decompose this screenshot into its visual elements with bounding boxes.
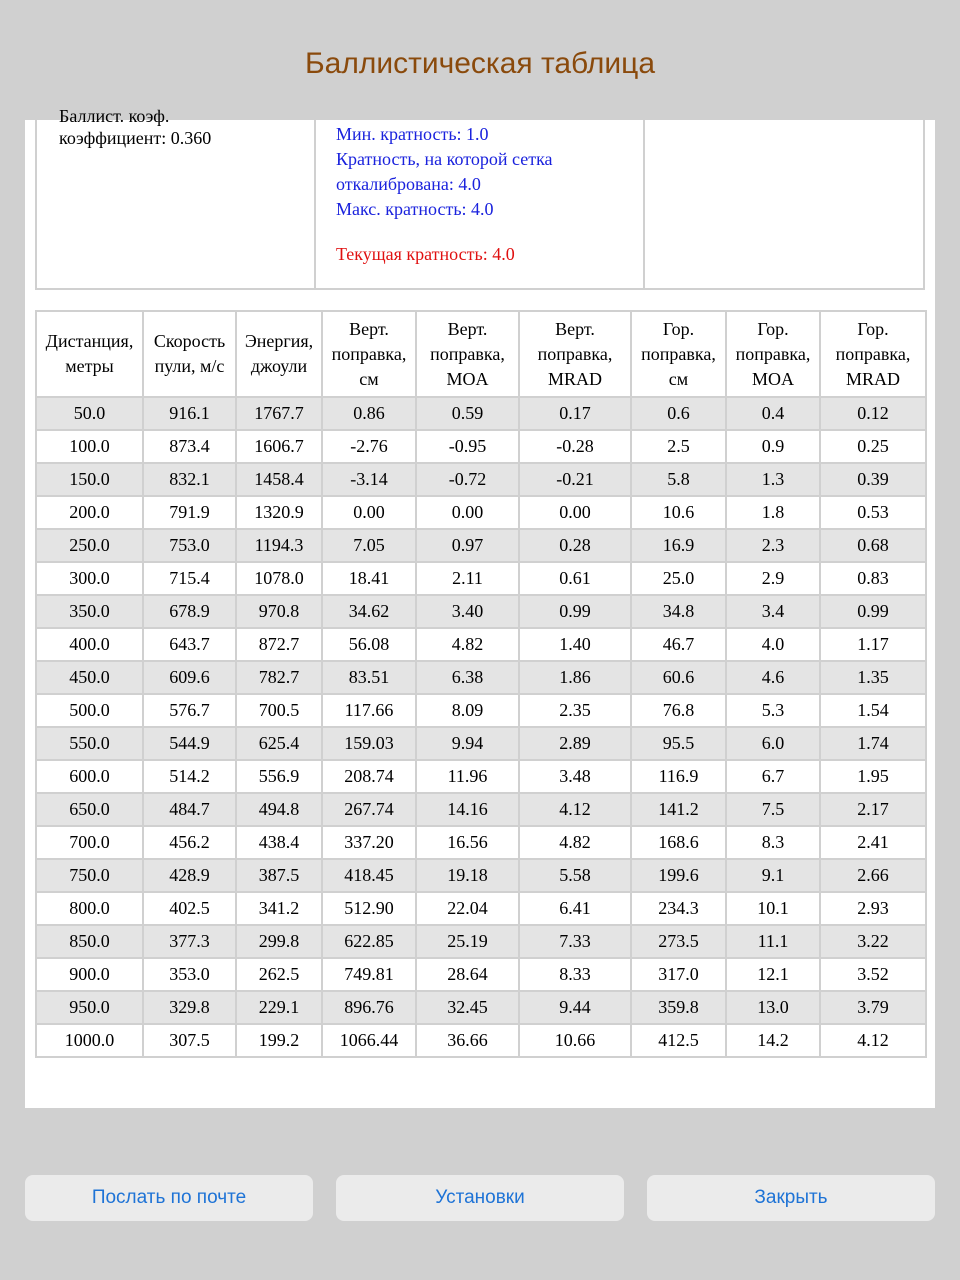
table-cell: 412.5 — [631, 1024, 726, 1057]
table-cell: 10.66 — [519, 1024, 631, 1057]
table-cell: 4.82 — [416, 628, 519, 661]
close-button[interactable]: Закрыть — [647, 1175, 935, 1221]
table-cell: 25.0 — [631, 562, 726, 595]
column-header-line: MOA — [751, 368, 794, 389]
table-cell: 117.66 — [322, 694, 416, 727]
column-header-line: поправка, — [430, 343, 505, 364]
table-cell: 16.56 — [416, 826, 519, 859]
table-cell: 8.09 — [416, 694, 519, 727]
table-cell: 4.82 — [519, 826, 631, 859]
table-cell: 14.2 — [726, 1024, 820, 1057]
table-cell: 3.48 — [519, 760, 631, 793]
table-cell: 6.38 — [416, 661, 519, 694]
column-header — [820, 311, 926, 397]
table-cell: 609.6 — [143, 661, 236, 694]
table-cell: -0.28 — [519, 430, 631, 463]
table-cell: 6.41 — [519, 892, 631, 925]
table-cell: 1066.44 — [322, 1024, 416, 1057]
table-cell: 34.8 — [631, 595, 726, 628]
table-cell: 359.8 — [631, 991, 726, 1024]
table-row — [36, 694, 926, 727]
column-header — [143, 311, 236, 397]
table-row — [36, 661, 926, 694]
table-cell: 10.1 — [726, 892, 820, 925]
table-cell: 1.74 — [820, 727, 926, 760]
column-header-line: поправка, — [331, 343, 407, 364]
table-cell: 353.0 — [143, 958, 236, 991]
table-cell: 791.9 — [143, 496, 236, 529]
table-cell: 9.44 — [519, 991, 631, 1024]
table-cell: 1194.3 — [236, 529, 322, 562]
table-cell: 402.5 — [143, 892, 236, 925]
table-cell: 3.22 — [820, 925, 926, 958]
table-cell: 2.11 — [416, 562, 519, 595]
table-cell: 3.40 — [416, 595, 519, 628]
table-cell: 267.74 — [322, 793, 416, 826]
table-cell: 0.39 — [820, 463, 926, 496]
table-cell: 1.8 — [726, 496, 820, 529]
column-header — [236, 311, 322, 397]
table-cell: 782.7 — [236, 661, 322, 694]
table-cell: 3.52 — [820, 958, 926, 991]
table-row — [36, 760, 926, 793]
max-zoom: Макс. кратность: 4.0 — [336, 199, 494, 219]
table-cell: 10.6 — [631, 496, 726, 529]
table-row — [36, 892, 926, 925]
table-cell: 3.4 — [726, 595, 820, 628]
table-cell: 300.0 — [36, 562, 143, 595]
table-cell: 3.79 — [820, 991, 926, 1024]
column-header — [322, 311, 416, 397]
table-cell: 387.5 — [236, 859, 322, 892]
table-cell: 8.33 — [519, 958, 631, 991]
page-title: Баллистическая таблица — [304, 47, 656, 80]
table-cell: 0.00 — [519, 496, 631, 529]
ballistic-coefficient: коэффициент: 0.360 — [59, 128, 212, 148]
table-cell: 715.4 — [143, 562, 236, 595]
table-cell: 2.3 — [726, 529, 820, 562]
table-cell: 337.20 — [322, 826, 416, 859]
table-row — [36, 793, 926, 826]
table-cell: 4.6 — [726, 661, 820, 694]
table-row — [36, 529, 926, 562]
table-cell: 1767.7 — [236, 397, 322, 430]
table-cell: 484.7 — [143, 793, 236, 826]
table-cell: 25.19 — [416, 925, 519, 958]
info-table — [35, 106, 925, 290]
table-cell: 872.7 — [236, 628, 322, 661]
table-row — [36, 991, 926, 1024]
column-header-line: см — [359, 368, 379, 389]
table-cell: 12.1 — [726, 958, 820, 991]
table-cell: 749.81 — [322, 958, 416, 991]
table-header-row — [36, 311, 926, 397]
table-cell: 600.0 — [36, 760, 143, 793]
table-cell: 643.7 — [143, 628, 236, 661]
table-cell: 199.6 — [631, 859, 726, 892]
table-cell: 83.51 — [322, 661, 416, 694]
table-row — [36, 595, 926, 628]
table-cell: 0.61 — [519, 562, 631, 595]
table-cell: -2.76 — [322, 430, 416, 463]
column-header-line: см — [668, 368, 689, 389]
column-header-line: Энергия, — [244, 331, 314, 351]
table-cell: 19.18 — [416, 859, 519, 892]
table-cell: 11.96 — [416, 760, 519, 793]
current-zoom: Текущая кратность: 4.0 — [336, 244, 515, 264]
table-cell: 11.1 — [726, 925, 820, 958]
table-cell: 9.94 — [416, 727, 519, 760]
table-cell: 56.08 — [322, 628, 416, 661]
send-email-button[interactable]: Послать по почте — [25, 1175, 313, 1221]
table-cell: 0.4 — [726, 397, 820, 430]
table-cell: 0.28 — [519, 529, 631, 562]
empty-info-cell — [643, 120, 923, 288]
table-cell: 850.0 — [36, 925, 143, 958]
bullet-info-cell — [37, 106, 314, 288]
table-cell: 2.93 — [820, 892, 926, 925]
ballistic-report-view[interactable] — [25, 106, 935, 1108]
table-cell: 60.6 — [631, 661, 726, 694]
settings-button[interactable]: Установки — [336, 1175, 624, 1221]
table-cell: 36.66 — [416, 1024, 519, 1057]
table-cell: 800.0 — [36, 892, 143, 925]
table-cell: 7.5 — [726, 793, 820, 826]
table-cell: 1.3 — [726, 463, 820, 496]
table-cell: 450.0 — [36, 661, 143, 694]
table-cell: 750.0 — [36, 859, 143, 892]
table-row — [36, 958, 926, 991]
table-cell: 2.41 — [820, 826, 926, 859]
table-cell: 753.0 — [143, 529, 236, 562]
table-cell: 1000.0 — [36, 1024, 143, 1057]
table-cell: 2.89 — [519, 727, 631, 760]
calibration-zoom-line1: Кратность, на которой сетка — [336, 149, 553, 169]
column-header-line: Гор. — [857, 318, 889, 339]
table-cell: 150.0 — [36, 463, 143, 496]
table-cell: 456.2 — [143, 826, 236, 859]
table-cell: 168.6 — [631, 826, 726, 859]
table-cell: 0.25 — [820, 430, 926, 463]
table-cell: 0.6 — [631, 397, 726, 430]
table-cell: 50.0 — [36, 397, 143, 430]
table-cell: 0.59 — [416, 397, 519, 430]
table-cell: 2.66 — [820, 859, 926, 892]
table-cell: 1320.9 — [236, 496, 322, 529]
table-cell: 418.45 — [322, 859, 416, 892]
table-cell: 234.3 — [631, 892, 726, 925]
table-cell: 8.3 — [726, 826, 820, 859]
ballistic-table — [35, 310, 927, 1058]
table-cell: 4.0 — [726, 628, 820, 661]
table-cell: 22.04 — [416, 892, 519, 925]
table-cell: 512.90 — [322, 892, 416, 925]
table-cell: 208.74 — [322, 760, 416, 793]
table-cell: 678.9 — [143, 595, 236, 628]
table-cell: 576.7 — [143, 694, 236, 727]
column-header-line: Верт. — [555, 318, 595, 339]
table-cell: 896.76 — [322, 991, 416, 1024]
table-cell: 544.9 — [143, 727, 236, 760]
column-header — [726, 311, 820, 397]
table-cell: 18.41 — [322, 562, 416, 595]
table-row — [36, 1024, 926, 1057]
table-cell: -3.14 — [322, 463, 416, 496]
table-cell: 1.40 — [519, 628, 631, 661]
table-cell: 329.8 — [143, 991, 236, 1024]
table-cell: 428.9 — [143, 859, 236, 892]
table-cell: 0.9 — [726, 430, 820, 463]
table-cell: 28.64 — [416, 958, 519, 991]
table-cell: 625.4 — [236, 727, 322, 760]
column-header — [519, 311, 631, 397]
table-row — [36, 925, 926, 958]
table-cell: 1.35 — [820, 661, 926, 694]
table-cell: 100.0 — [36, 430, 143, 463]
column-header-line: Дистанция, — [45, 331, 134, 351]
table-cell: 350.0 — [36, 595, 143, 628]
table-cell: 950.0 — [36, 991, 143, 1024]
column-header — [36, 311, 143, 397]
table-cell: 0.53 — [820, 496, 926, 529]
table-cell: 199.2 — [236, 1024, 322, 1057]
table-cell: 0.97 — [416, 529, 519, 562]
table-cell: 873.4 — [143, 430, 236, 463]
table-cell: 250.0 — [36, 529, 143, 562]
scope-info-cell — [314, 120, 643, 288]
column-header-line: метры — [65, 356, 114, 376]
table-cell: 0.17 — [519, 397, 631, 430]
table-cell: 229.1 — [236, 991, 322, 1024]
table-cell: 262.5 — [236, 958, 322, 991]
column-header-line: Верт. — [349, 318, 389, 339]
column-header-line: MRAD — [845, 368, 900, 389]
table-cell: 650.0 — [36, 793, 143, 826]
table-cell: 317.0 — [631, 958, 726, 991]
table-cell: 400.0 — [36, 628, 143, 661]
table-cell: 200.0 — [36, 496, 143, 529]
table-row — [36, 859, 926, 892]
table-row — [36, 727, 926, 760]
table-cell: 4.12 — [519, 793, 631, 826]
calibration-zoom-line2: откалибрована: 4.0 — [336, 174, 481, 194]
min-zoom: Мин. кратность: 1.0 — [336, 124, 489, 144]
table-cell: 916.1 — [143, 397, 236, 430]
table-cell: 9.1 — [726, 859, 820, 892]
table-cell: 0.83 — [820, 562, 926, 595]
table-cell: 32.45 — [416, 991, 519, 1024]
table-cell: 159.03 — [322, 727, 416, 760]
table-cell: -0.21 — [519, 463, 631, 496]
table-cell: 116.9 — [631, 760, 726, 793]
column-header-line: Скорость — [153, 331, 226, 351]
table-cell: 5.8 — [631, 463, 726, 496]
table-cell: 95.5 — [631, 727, 726, 760]
table-cell: 5.3 — [726, 694, 820, 727]
table-cell: 307.5 — [143, 1024, 236, 1057]
table-cell: 0.99 — [820, 595, 926, 628]
table-cell: 700.5 — [236, 694, 322, 727]
table-row — [36, 397, 926, 430]
table-row — [36, 463, 926, 496]
table-cell: 832.1 — [143, 463, 236, 496]
table-cell: 622.85 — [322, 925, 416, 958]
table-cell: 141.2 — [631, 793, 726, 826]
table-cell: 514.2 — [143, 760, 236, 793]
table-cell: 556.9 — [236, 760, 322, 793]
table-cell: 13.0 — [726, 991, 820, 1024]
column-header-line: поправка, — [735, 343, 811, 364]
column-header-line: поправка, — [835, 343, 911, 364]
column-header — [631, 311, 726, 397]
table-cell: 5.58 — [519, 859, 631, 892]
table-cell: 0.00 — [416, 496, 519, 529]
table-body — [36, 397, 926, 1057]
table-cell: -0.95 — [416, 430, 519, 463]
table-cell: 550.0 — [36, 727, 143, 760]
column-header-line: Верт. — [447, 318, 488, 339]
table-cell: 273.5 — [631, 925, 726, 958]
table-cell: 2.9 — [726, 562, 820, 595]
table-cell: 6.7 — [726, 760, 820, 793]
table-cell: 1.17 — [820, 628, 926, 661]
column-header-line: джоули — [250, 356, 308, 376]
table-row — [36, 826, 926, 859]
table-cell: 0.12 — [820, 397, 926, 430]
table-cell: 377.3 — [143, 925, 236, 958]
table-cell: 500.0 — [36, 694, 143, 727]
table-cell: 2.5 — [631, 430, 726, 463]
table-cell: 7.05 — [322, 529, 416, 562]
table-cell: 2.35 — [519, 694, 631, 727]
table-cell: 299.8 — [236, 925, 322, 958]
table-row — [36, 562, 926, 595]
table-cell: 970.8 — [236, 595, 322, 628]
column-header-line: MOA — [446, 368, 489, 389]
table-cell: 46.7 — [631, 628, 726, 661]
table-cell: 16.9 — [631, 529, 726, 562]
table-cell: 2.17 — [820, 793, 926, 826]
table-row — [36, 496, 926, 529]
table-cell: 438.4 — [236, 826, 322, 859]
table-cell: 341.2 — [236, 892, 322, 925]
table-row — [36, 628, 926, 661]
table-cell: 1.54 — [820, 694, 926, 727]
table-cell: 6.0 — [726, 727, 820, 760]
column-header-line: Гор. — [757, 318, 789, 339]
column-header — [416, 311, 519, 397]
table-cell: 0.68 — [820, 529, 926, 562]
column-header-line: поправка, — [641, 343, 716, 364]
table-cell: 14.16 — [416, 793, 519, 826]
column-header-line: пули, м/с — [154, 356, 225, 376]
table-cell: 0.00 — [322, 496, 416, 529]
table-cell: 7.33 — [519, 925, 631, 958]
table-cell: 0.86 — [322, 397, 416, 430]
table-cell: 494.8 — [236, 793, 322, 826]
column-header-line: поправка, — [537, 343, 613, 364]
table-cell: 76.8 — [631, 694, 726, 727]
table-cell: 1078.0 — [236, 562, 322, 595]
table-cell: -0.72 — [416, 463, 519, 496]
cut-off-text: Баллист. коэф. — [59, 106, 170, 126]
table-cell: 1.95 — [820, 760, 926, 793]
table-cell: 1458.4 — [236, 463, 322, 496]
table-row — [36, 430, 926, 463]
table-cell: 0.99 — [519, 595, 631, 628]
column-header-line: Гор. — [662, 318, 695, 339]
table-cell: 900.0 — [36, 958, 143, 991]
table-cell: 700.0 — [36, 826, 143, 859]
column-header-line: MRAD — [547, 368, 602, 389]
table-cell: 1.86 — [519, 661, 631, 694]
table-cell: 4.12 — [820, 1024, 926, 1057]
table-cell: 34.62 — [322, 595, 416, 628]
table-cell: 1606.7 — [236, 430, 322, 463]
